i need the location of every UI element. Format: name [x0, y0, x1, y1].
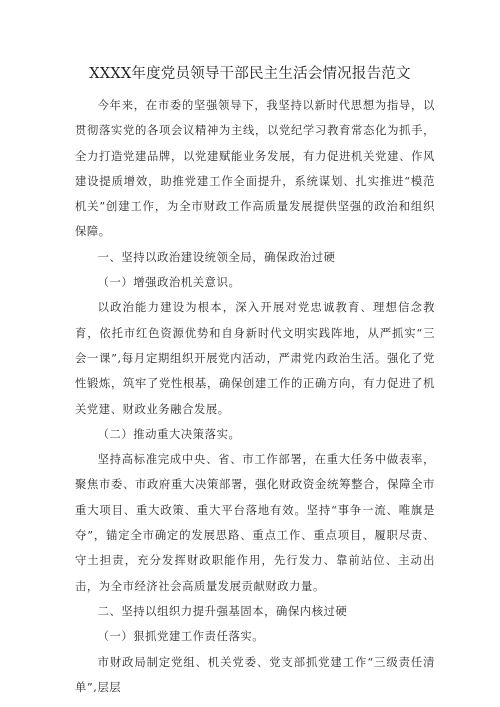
- paragraph-responsibility: 市财政局制定党组、机关党委、党支部抓党建工作“三级责任清单”,层层: [75, 655, 435, 694]
- paragraph-decision-implementation: 坚持高标准完成中央、省、市工作部署，在重大任务中做表率，聚焦市委、市政府重大决策部署，强化财政资金统筹整合，保障全市重大项目、重大政策、重大平台落地有效。坚持“事争一流、唯旗是夺”，锚定全市确定的发展思路、重点工作、重点项目，履职尽责、守土担责，充分发挥财政职能作用，先行发力、靠前站位、主动出击，为全市经济社会高质量发展贡献财政力量。: [75, 453, 435, 593]
- subsection-heading-2-1: （一）狠抓党建工作责任落实。: [97, 630, 265, 644]
- paragraph-political-ability: 以政治能力建设为根本，深入开展对党忠诚教育、理想信念教育，依托市红色资源优势和自身新时代文明实践阵地，从严抓实“三会一课”,每月定期组织开展党内活动，严肃党内政治生活。强化了党性锻炼，筑牢了党性根基，确保创建工作的正确方向，有力促进了机关党建、财政业务融合发展。: [75, 301, 435, 416]
- section-heading-2: 二、坚持以组织力提升强基固本，确保内核过硬: [97, 604, 348, 618]
- document-title: XXXX年度党员领导干部民主生活会情况报告范文: [89, 66, 411, 82]
- document-body: [75, 93, 435, 700]
- subsection-heading-1-2: （二）推动重大决策落实。: [97, 427, 241, 441]
- section-heading-1: 一、坚持以政治建设统领全局，确保政治过硬: [97, 250, 336, 264]
- paragraph-intro: 今年来，在市委的坚强领导下，我坚持以新时代思想为指导，以贯彻落实党的各项会议精神为主线，以党纪学习教育常态化为抓手，全力打造党建品牌，以党建赋能业务发展，有力促进机关党建、作风建设提质增效，助推党建工作全面提升，系统谋划、扎实推进“模范机关”创建工作，为全市财政工作高质量发展提供坚强的政治和组织保障。: [75, 99, 435, 239]
- subsection-heading-1-1: （一）增强政治机关意识。: [97, 276, 241, 290]
